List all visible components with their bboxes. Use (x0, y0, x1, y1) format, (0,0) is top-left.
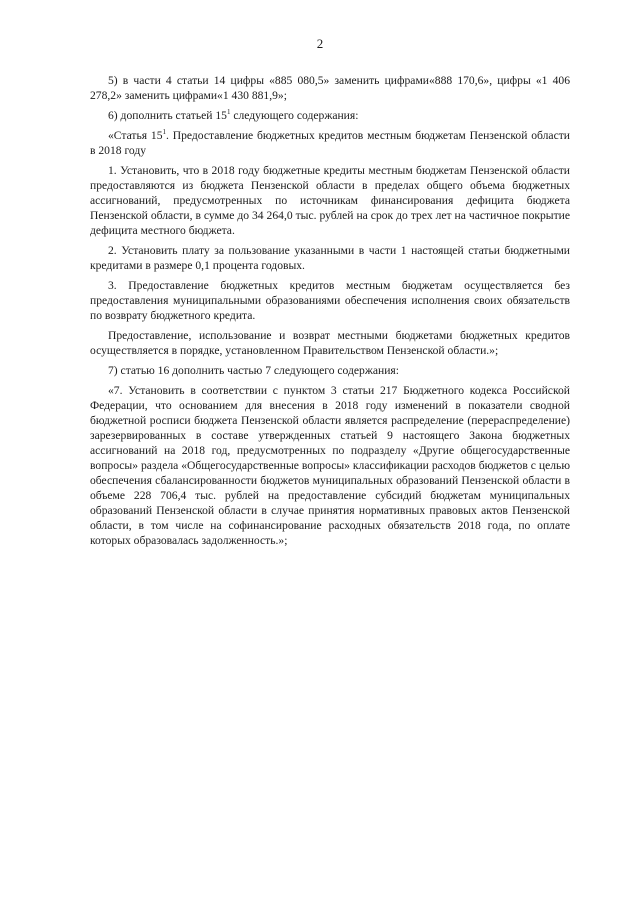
paragraph-text: «Статья 15 (108, 129, 163, 142)
article-part-3: 3. Предоставление бюджетных кредитов местным бюджетам осуществляется без предоставления муниципальными образованиями обеспечения исполнения своих обязательств по возврату бюджетного кредита. (90, 279, 570, 322)
paragraph-text: следующего содержания: (230, 109, 359, 122)
article-part-1: 1. Установить, что в 2018 году бюджетные кредиты местным бюджетам Пензенской области предоставляются из бюджета Пензенской области в пределах общего объема бюджетных ассигнований, предусмотренных по источникам финансирования дефицита бюджета Пензенской области, в сумме до 34 264,0 тыс. рублей на срок до трех лет на частичное покрытие дефицита местного бюджета. (90, 164, 570, 237)
document-body (90, 73, 570, 553)
paragraph-item-7: 7) статью 16 дополнить частью 7 следующего содержания: (108, 364, 399, 377)
paragraph-text: 6) дополнить статьей 15 (108, 109, 227, 122)
page-number: 2 (316, 36, 324, 51)
article-heading (90, 128, 570, 158)
superscript: 1 (162, 128, 167, 136)
article-part-2: 2. Установить плату за пользование указанными в части 1 настоящей статьи бюджетными кредитами в размере 0,1 процента годовых. (90, 244, 570, 272)
part-7-text: «7. Установить в соответствии с пунктом 3 статьи 217 Бюджетного кодекса Российской Федерации, что основанием для внесения в 2018 году изменений в показатели сводной бюджетной росписи бюджета Пензенской области является распределение (перераспределение) зарезервированных в составе утвержденных статьей 9 настоящего Закона бюджетных ассигнований на 2018 год, предусмотренных по подразделу «Другие общегосударственные вопросы» раздела «Общегосударственные вопросы» классификации расходов бюджетов с целью обеспечения сбалансированности бюджетов муниципальных образований Пензенской области в объеме 228 706,4 тыс. рублей на предоставление субсидий бюджетам муниципальных образований Пензенской области в случае принятия нормативных правовых актов Пензенской области, в том числе на софинансирование расходных обязательств 2018 года, по оплате которых образовалась задолженность.»; (90, 384, 570, 547)
article-part-3-continued: Предоставление, использование и возврат местными бюджетами бюджетных кредитов осуществляется в порядке, установленном Правительством Пензенской области.»; (90, 329, 570, 357)
superscript: 1 (226, 108, 231, 116)
paragraph-item-6 (90, 108, 570, 123)
paragraph-item-5: 5) в части 4 статьи 14 цифры «885 080,5» заменить цифрами«888 170,6», цифры «1 406 278,2» заменить цифрами«1 430 881,9»; (90, 74, 570, 102)
paragraph-text: . Предоставление бюджетных кредитов местным бюджетам Пензенской области в 2018 году (90, 129, 570, 157)
